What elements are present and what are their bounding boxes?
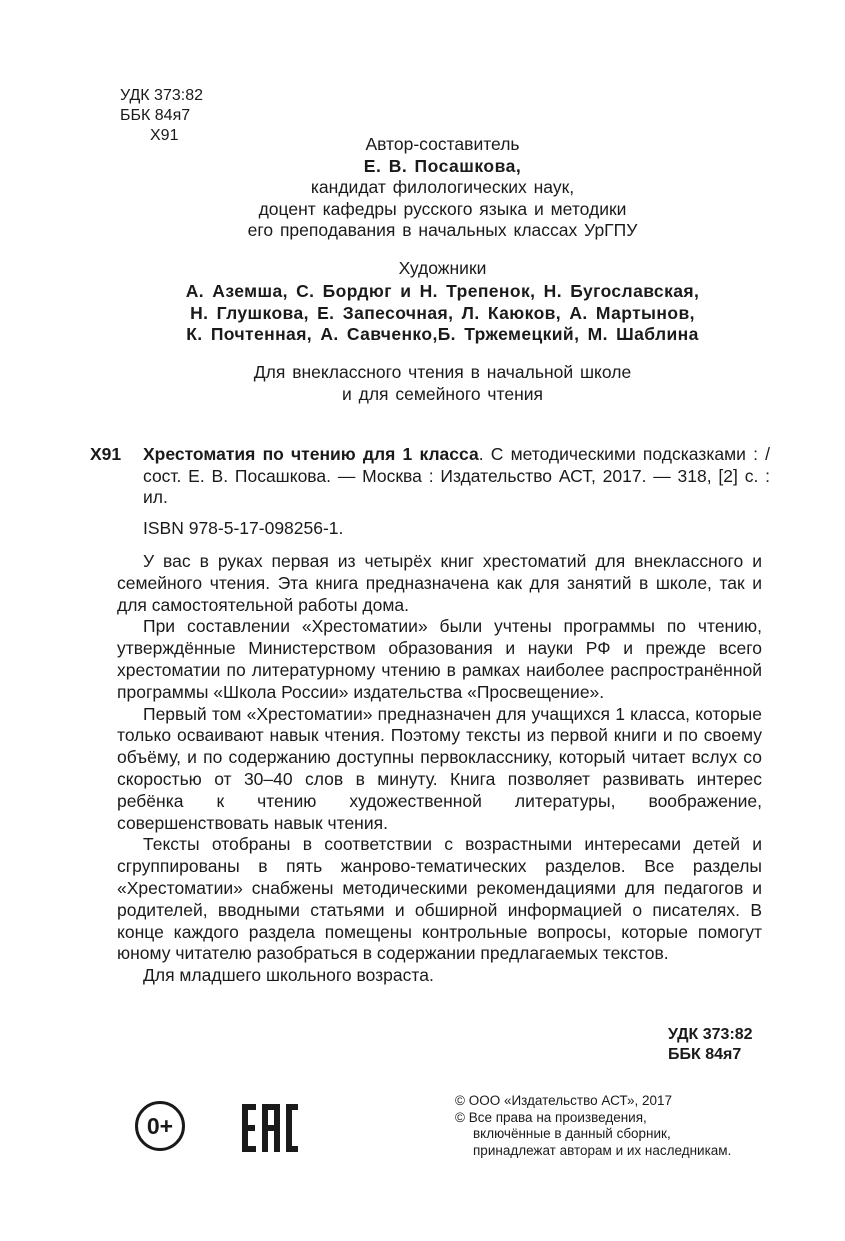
author-affiliation: его преподавания в начальных классах УрГПУ: [247, 220, 638, 240]
copyright-line: принадлежат авторам и их наследникам.: [473, 1142, 732, 1158]
annotation-paragraph: У вас в руках первая из четырёх книг хрестоматий для внеклассного и семейного чтения. Эта книга предназначена как для занятий в школе, так и для самостоятельной работы дома.: [117, 551, 762, 615]
eac-mark-icon: [240, 1104, 300, 1152]
author-degree: кандидат филологических наук,: [310, 177, 575, 197]
artists-line: А. Аземша, С. Бордюг и Н. Трепенок, Н. Бугославская,: [185, 281, 700, 301]
author-position: доцент кафедры русского языка и методики: [258, 198, 627, 219]
purpose-note: [80, 362, 805, 405]
copyright-line: © Все права на произведения,: [455, 1109, 647, 1125]
author-mark: Х91: [150, 127, 179, 144]
udk-code: УДК 373:82: [120, 87, 203, 104]
bibliographic-record: [90, 444, 770, 509]
biblio-code: Х91: [90, 444, 122, 464]
udk-code-bold: УДК 373:82: [668, 1026, 753, 1043]
bbk-code: ББК 84я7: [120, 107, 191, 124]
isbn: ISBN 978-5-17-098256-1.: [143, 518, 344, 538]
annotation-paragraph: Тексты отобраны в соответствии с возрастными интересами детей и сгруппированы в пять жанрово-тематических разделов. Все разделы «Хрестоматии» снабжены методическими рекомендациями для педагогов и родителей, вводными статьями и обширной информацией о писателях. В конце каждого раздела помещены контрольные вопросы, которые помогут юному читателю разобраться в содержании предлагаемых текстов.: [117, 834, 762, 964]
purpose-line: и для семейного чтения: [342, 383, 543, 404]
book-title: Хрестоматия по чтению для 1 класса: [143, 444, 479, 464]
artists-list: [80, 281, 805, 346]
footer-codes: [668, 1025, 753, 1065]
copyright-notice: [455, 1093, 731, 1159]
copyright-line: © ООО «Издательство АСТ», 2017: [455, 1093, 673, 1108]
bbk-code-bold: ББК 84я7: [668, 1046, 742, 1063]
age-group-note: Для младшего школьного возраста.: [143, 965, 434, 986]
biblio-reference: [90, 444, 770, 509]
artists-heading: Художники: [398, 258, 487, 278]
author-block: [80, 134, 805, 242]
age-rating: 0+: [146, 1112, 174, 1139]
copyright-line: включённые в данный сборник,: [473, 1126, 671, 1141]
purpose-line: Для внеклассного чтения в начальной школе: [253, 362, 632, 382]
biblio-details: . С методическими подсказками : /сост. Е. В. Посашкова. — Москва : Издательство АСТ, 2017. — 318, [2] с. : ил.: [143, 444, 770, 507]
author-role: Автор-составитель: [365, 134, 520, 154]
age-rating-badge: [135, 1101, 185, 1151]
annotation-paragraph: При составлении «Хрестоматии» были учтены программы по чтению, утверждённые Министерством образования и науки РФ и прежде всего хрестоматии по литературному чтению в рамках наиболее распространённой программы «Школа России» издательства «Просвещение».: [117, 616, 762, 702]
artists-line: К. Почтенная, А. Савченко,Б. Тржемецкий, М. Шаблина: [186, 324, 699, 344]
author-name: Е. В. Посашкова,: [363, 155, 522, 176]
annotation: [117, 551, 762, 987]
annotation-paragraph: Первый том «Хрестоматии» предназначен для учащихся 1 класса, которые только осваивают навык чтения. Поэтому тексты из первой книги и по своему объёму, и по содержанию доступны первокласснику, который читает вслух со скоростью от 30–40 слов в минуту. Книга позволяет развивать интерес ребёнка к чтению художественной литературы, воображение, совершенствовать навык чтения.: [117, 703, 762, 833]
artists-line: Н. Глушкова, Е. Запесочная, Л. Каюков, А. Мартынов,: [190, 302, 695, 323]
